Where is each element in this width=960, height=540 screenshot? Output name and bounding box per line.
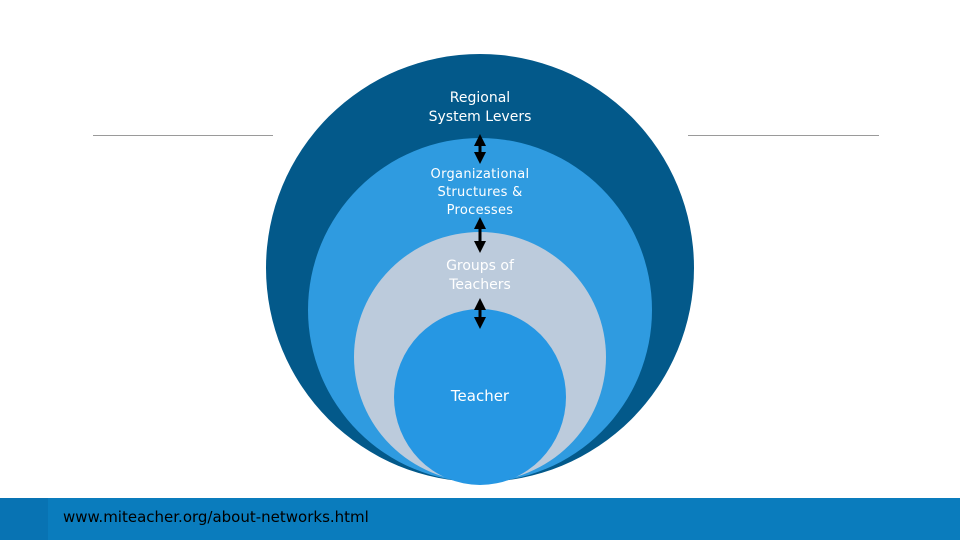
label-line: Groups of	[446, 258, 514, 274]
label-line: Teachers	[449, 277, 511, 293]
label-teacher	[380, 387, 580, 406]
label-regional-system-levers	[380, 89, 580, 127]
label-line: System Levers	[428, 109, 532, 125]
label-line: Teacher	[450, 387, 510, 405]
footer-url-text: www.miteacher.org/about-networks.html	[63, 508, 369, 526]
footer-accent	[0, 498, 48, 540]
label-groups-of-teachers	[380, 257, 580, 295]
label-line: Organizational	[430, 167, 530, 182]
label-line: Regional	[449, 90, 511, 106]
label-line: Processes	[446, 203, 514, 218]
label-line: Structures &	[437, 185, 523, 200]
label-organizational-structures	[380, 166, 580, 220]
